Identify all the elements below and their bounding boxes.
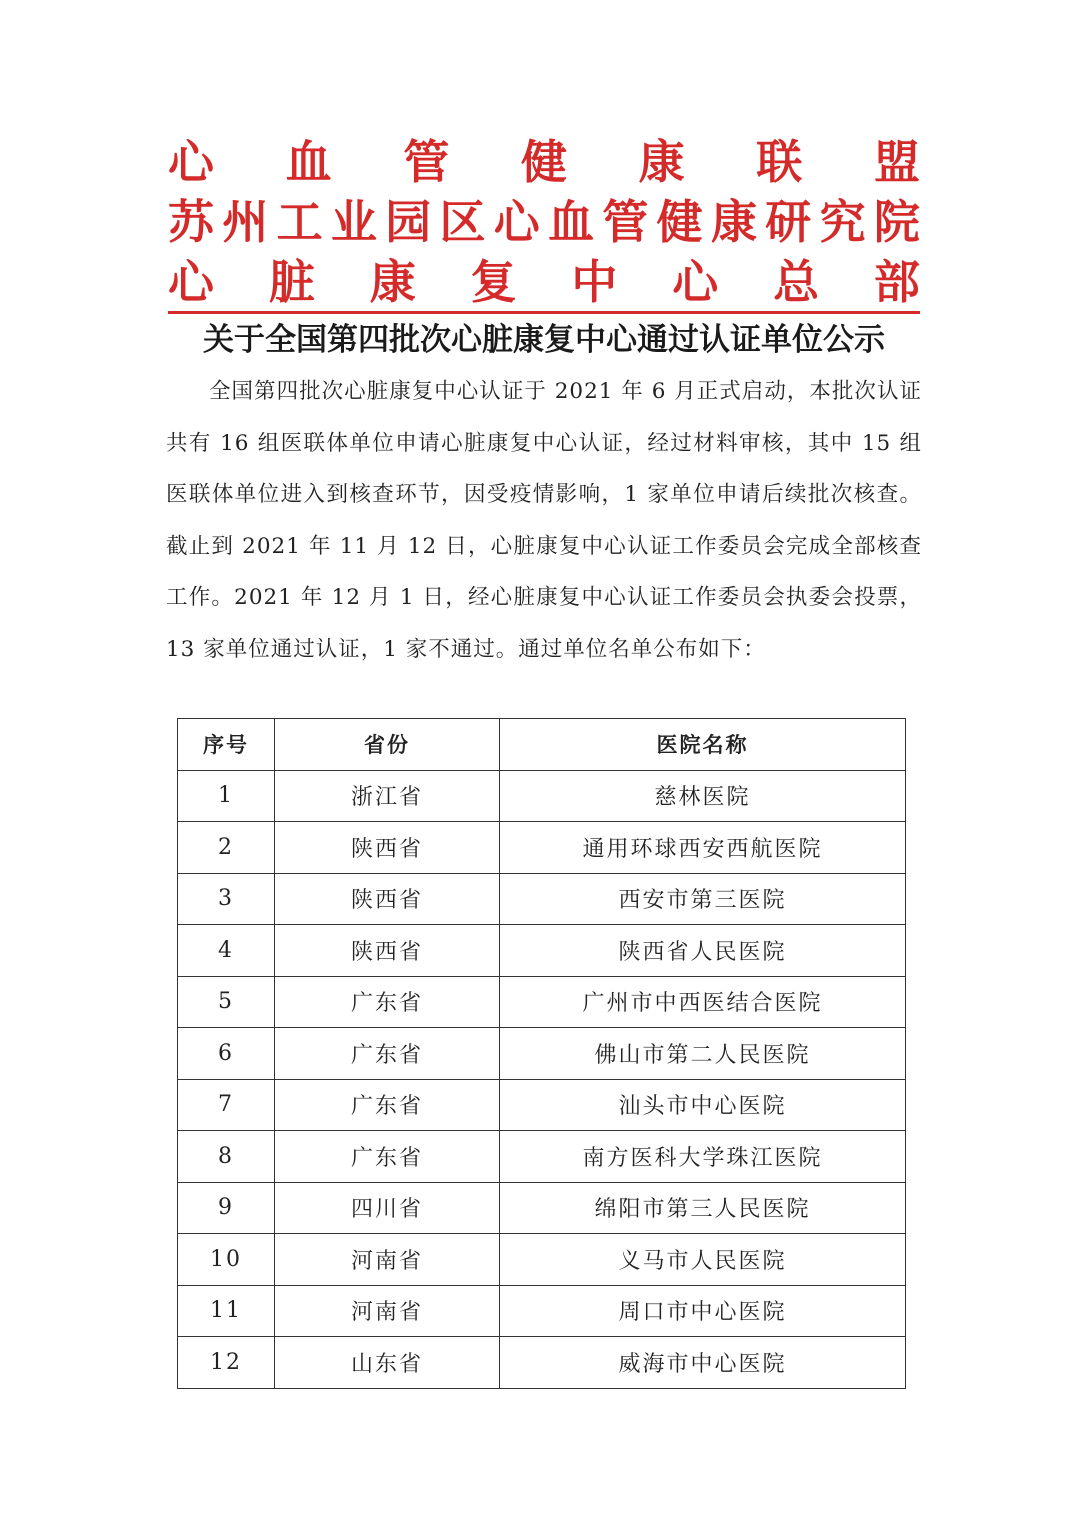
cell-index: 4 bbox=[178, 925, 275, 977]
letterhead-char: 心 bbox=[168, 255, 214, 309]
cell-index: 12 bbox=[178, 1337, 275, 1389]
table-row bbox=[178, 1182, 906, 1234]
cell-hospital: 佛山市第二人民医院 bbox=[500, 1028, 906, 1080]
table-row bbox=[178, 770, 906, 822]
letterhead-char: 部 bbox=[873, 255, 920, 309]
cell-hospital: 周口市中心医院 bbox=[500, 1285, 906, 1337]
letterhead-char: 健 bbox=[520, 135, 567, 189]
cell-index: 10 bbox=[178, 1234, 275, 1286]
header-hospital: 医院名称 bbox=[500, 719, 906, 771]
letterhead-char: 盟 bbox=[873, 135, 920, 189]
letterhead-char: 心 bbox=[168, 135, 214, 189]
letterhead-char: 园 bbox=[385, 195, 432, 249]
letterhead-char: 业 bbox=[330, 195, 377, 249]
letterhead-line-1 bbox=[168, 132, 920, 192]
cell-province: 山东省 bbox=[275, 1337, 500, 1389]
cell-index: 5 bbox=[178, 976, 275, 1028]
cell-province: 广东省 bbox=[275, 1028, 500, 1080]
letterhead-char: 心 bbox=[493, 195, 540, 249]
cell-province: 陕西省 bbox=[275, 925, 500, 977]
letterhead-line-2 bbox=[168, 192, 920, 252]
cell-hospital: 慈林医院 bbox=[500, 770, 906, 822]
table-row bbox=[178, 1079, 906, 1131]
letterhead-char: 血 bbox=[548, 195, 595, 249]
cell-index: 7 bbox=[178, 1079, 275, 1131]
cell-province: 广东省 bbox=[275, 976, 500, 1028]
body-paragraph: 全国第四批次心脏康复中心认证于 2021 年 6 月正式启动，本批次认证共有 16 组医联体单位申请心脏康复中心认证，经过材料审核，其中 15 组医联体单位进入到核查环节，因受疫情影响，1 家单位申请后续批次核查。截止到 2021 年 11 月 12 日，心脏康复中心认证工作委员会完成全部核查工作。2021 年 12 月 1 日，经心脏康复中心认证工作委员会执委会投票，13 家单位通过认证，1 家不通过。通过单位名单公布如下： bbox=[166, 379, 922, 662]
cell-index: 8 bbox=[178, 1131, 275, 1183]
cell-hospital: 西安市第三医院 bbox=[500, 873, 906, 925]
cell-province: 广东省 bbox=[275, 1131, 500, 1183]
cell-hospital: 陕西省人民医院 bbox=[500, 925, 906, 977]
table-row bbox=[178, 1285, 906, 1337]
cell-hospital: 汕头市中心医院 bbox=[500, 1079, 906, 1131]
letterhead-char: 苏 bbox=[168, 195, 214, 249]
cell-province: 陕西省 bbox=[275, 822, 500, 874]
letterhead-char: 健 bbox=[656, 195, 703, 249]
hospital-table-wrapper bbox=[177, 718, 905, 1389]
letterhead bbox=[168, 132, 920, 312]
cell-hospital: 广州市中西医结合医院 bbox=[500, 976, 906, 1028]
letterhead-char: 联 bbox=[756, 135, 803, 189]
letterhead-char: 康 bbox=[710, 195, 757, 249]
table-row bbox=[178, 1234, 906, 1286]
cell-province: 河南省 bbox=[275, 1285, 500, 1337]
table-row bbox=[178, 1028, 906, 1080]
letterhead-char: 总 bbox=[773, 255, 820, 309]
letterhead-char: 工 bbox=[276, 195, 323, 249]
cell-hospital: 义马市人民医院 bbox=[500, 1234, 906, 1286]
cell-hospital: 威海市中心医院 bbox=[500, 1337, 906, 1389]
cell-index: 3 bbox=[178, 873, 275, 925]
cell-hospital: 南方医科大学珠江医院 bbox=[500, 1131, 906, 1183]
cell-province: 广东省 bbox=[275, 1079, 500, 1131]
table-row bbox=[178, 1337, 906, 1389]
cell-index: 11 bbox=[178, 1285, 275, 1337]
table-row bbox=[178, 925, 906, 977]
letterhead-char: 脏 bbox=[268, 255, 315, 309]
letterhead-char: 康 bbox=[638, 135, 685, 189]
table-row bbox=[178, 976, 906, 1028]
letterhead-char: 研 bbox=[765, 195, 812, 249]
cell-index: 9 bbox=[178, 1182, 275, 1234]
header-province: 省份 bbox=[275, 719, 500, 771]
cell-hospital: 通用环球西安西航医院 bbox=[500, 822, 906, 874]
letterhead-divider bbox=[168, 311, 920, 314]
cell-province: 浙江省 bbox=[275, 770, 500, 822]
table-row bbox=[178, 1131, 906, 1183]
table-header-row bbox=[178, 719, 906, 771]
letterhead-char: 州 bbox=[222, 195, 269, 249]
header-index: 序号 bbox=[178, 719, 275, 771]
table-row bbox=[178, 873, 906, 925]
cell-hospital: 绵阳市第三人民医院 bbox=[500, 1182, 906, 1234]
letterhead-char: 血 bbox=[285, 135, 332, 189]
cell-province: 河南省 bbox=[275, 1234, 500, 1286]
letterhead-char: 管 bbox=[602, 195, 649, 249]
document-title: 关于全国第四批次心脏康复中心通过认证单位公示 bbox=[203, 322, 885, 358]
letterhead-char: 复 bbox=[470, 255, 517, 309]
letterhead-char: 心 bbox=[672, 255, 719, 309]
letterhead-char: 管 bbox=[403, 135, 450, 189]
cell-province: 四川省 bbox=[275, 1182, 500, 1234]
cell-index: 6 bbox=[178, 1028, 275, 1080]
hospital-table bbox=[177, 718, 906, 1389]
cell-province: 陕西省 bbox=[275, 873, 500, 925]
letterhead-char: 区 bbox=[439, 195, 486, 249]
letterhead-line-3 bbox=[168, 252, 920, 312]
letterhead-char: 中 bbox=[571, 255, 618, 309]
letterhead-char: 康 bbox=[369, 255, 416, 309]
cell-index: 1 bbox=[178, 770, 275, 822]
cell-index: 2 bbox=[178, 822, 275, 874]
table-row bbox=[178, 822, 906, 874]
letterhead-char: 院 bbox=[873, 195, 920, 249]
letterhead-char: 究 bbox=[819, 195, 866, 249]
